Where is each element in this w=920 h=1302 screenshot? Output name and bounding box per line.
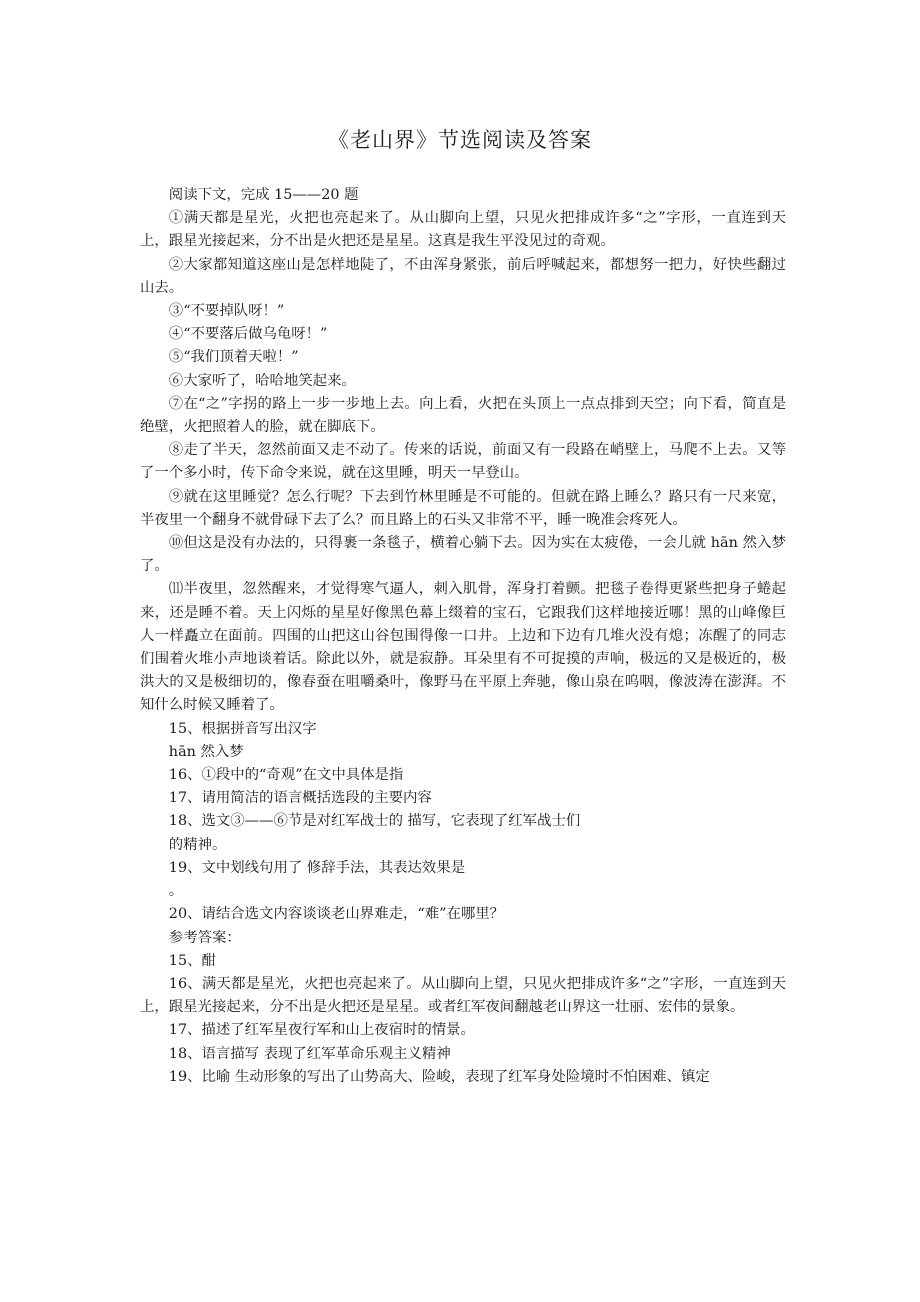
question-15-pinyin: hān 然入梦 [168,743,244,760]
paragraph-8: ⑧走了半天，忽然前面又走不动了。传来的话说，前面又有一段路在峭壁上，马爬不上去。又等了一个多小时，传下命令来说，就在这里睡，明天一早登山。 [140,442,786,482]
instruction-line: 阅读下文，完成 15——20 题 [168,187,359,203]
answer-17: 17、描述了红军星夜行军和山上夜宿时的情景。 [168,1022,475,1039]
question-15: 15、根据拼音写出汉字 [168,720,317,737]
paragraph-3: ③“不要掉队呀！” [168,303,285,320]
document-title: 《老山界》节选阅读及答案 [328,128,592,152]
question-18-continued: 的精神。 [168,836,227,853]
answer-19: 19、比喻 生动形象的写出了山势高大、险峻，表现了红军身处险境时不怕困难、镇定 [168,1068,710,1085]
paragraph-11: ⑾半夜里，忽然醒来，才觉得寒气逼人，刺入肌骨，浑身打着颤。把毯子卷得更紧些把身子蜷起来，还是睡不着。天上闪烁的星星好像黑色幕上缀着的宝石，它跟我们这样地接近哪！黑的山峰像巨人一样矗立在面前。四围的山把这山谷包围得像一口井。上边和下边有几堆火没有熄；冻醒了的同志们围着火堆小声地谈着话。除此以外，就是寂静。耳朵里有不可捉摸的声响，极远的又是极近的，极洪大的又是极细切的，像春蚕在咀嚼桑叶，像野马在平原上奔驰，像山泉在呜咽，像波涛在澎湃。不知什么时候又睡着了。 [140,581,786,714]
paragraph-10: ⑩但这是没有办法的，只得裹一条毯子，横着心躺下去。因为实在太疲倦，一会儿就 hān 然入梦了。 [140,535,786,575]
answer-18: 18、语言描写 表现了红军革命乐观主义精神 [168,1045,451,1062]
paragraph-7: ⑦在“之”字拐的路上一步一步地上去。向上看，火把在头顶上一点点排到天空；向下看，简直是绝壁，火把照着人的脸，就在脚底下。 [140,395,786,436]
document-body [140,184,786,1089]
paragraph-4: ④“不要落后做乌龟呀！” [168,326,328,343]
paragraph-2: ②大家都知道这座山是怎样地陡了，不由浑身紧张，前后呼喊起来，都想努一把力，好快些翻过山去。 [140,256,786,296]
paragraph-9: ⑨就在这里睡觉？怎么行呢？下去到竹林里睡是不可能的。但就在路上睡么？路只有一尺来宽，半夜里一个翻身不就骨碌下去了么？而且路上的石头又非常不平，睡一晚准会疼死人。 [140,488,786,528]
answer-16: 16、满天都是星光，火把也亮起来了。从山脚向上望，只见火把排成许多“之”字形，一直连到天上，跟星光接起来，分不出是火把还是星星。或者红军夜间翻越老山界这一壮丽、宏伟的景象。 [140,975,786,1016]
paragraph-5: ⑤“我们顶着天啦！” [168,349,299,366]
question-18: 18、选文③——⑥节是对红军战士的 描写，它表现了红军战士们 [168,813,581,830]
question-19-continued: 。 [168,883,184,900]
paragraph-6: ⑥大家听了，哈哈地笑起来。 [168,372,356,389]
answers-heading: 参考答案： [168,929,241,946]
question-20: 20、请结合选文内容谈谈老山界难走，“难”在哪里？ [168,906,505,923]
question-17: 17、请用简洁的语言概括选段的主要内容 [168,790,432,807]
question-16: 16、①段中的“奇观”在文中具体是指 [168,767,404,784]
question-19: 19、文中划线句用了 修辞手法，其表达效果是 [168,859,466,876]
paragraph-1: ①满天都是星光，火把也亮起来了。从山脚向上望，只见火把排成许多“之”字形，一直连到天上，跟星光接起来，分不出是火把还是星星。这真是我生平没见过的奇观。 [140,210,786,250]
answer-15: 15、酣 [168,952,216,969]
